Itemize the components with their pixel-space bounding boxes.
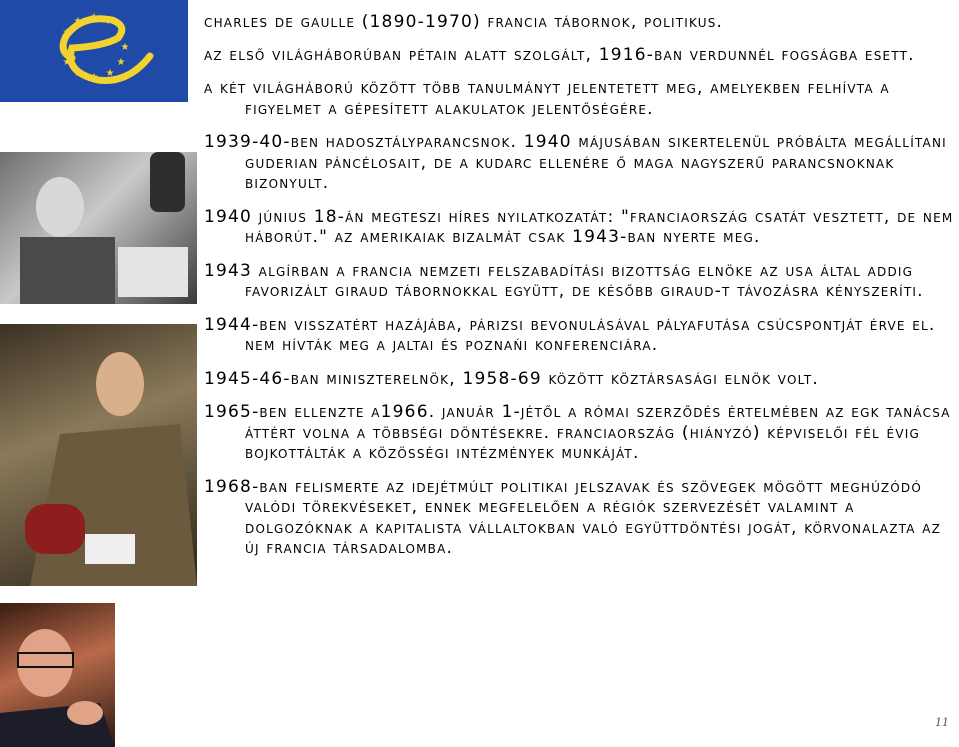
council-of-europe-emblem-icon — [0, 0, 188, 102]
svg-text:★: ★ — [116, 27, 126, 38]
paragraph-1968: 1968-ban felismerte az idejétmúlt politikai jelszavak és szövegek mögött meghúzódó valódi törekvéseket, ennek megfelelően a régiók szervezését valamint a dolgozóknak a kapitalista vállaltokban való együttdöntési jogát, körvonalazta az új francia társadalomba. — [204, 476, 942, 558]
photo-speaker — [0, 603, 115, 747]
svg-text:★: ★ — [58, 42, 68, 53]
svg-text:★: ★ — [62, 27, 72, 38]
text-content — [204, 12, 959, 572]
svg-text:★: ★ — [116, 57, 126, 68]
svg-text:★: ★ — [73, 68, 83, 79]
paragraph-1965: 1965-ben ellenzte a1966. január 1-jétől a római szerződés értelmében az egk tanácsa áttért volna a többségi döntésekre. franciaország (hiányzó) képviselői fél évig bojkottálták a közösségi intézmények munkáját. — [204, 402, 951, 463]
photo-de-gaulle-uniform — [0, 324, 197, 586]
paragraph-interwar: a két világháború között több tanulmányt jelentetett meg, amelyekben felhívta a figyelmet a gépesített alakulatok jelentőségére. — [204, 78, 890, 119]
photo-placeholder — [0, 603, 115, 747]
page-number: 11 — [935, 716, 949, 729]
svg-text:★: ★ — [73, 16, 83, 27]
paragraph-wwi: az első világháborúban pétain alatt szolgált, 1916-ban verdunnél fogságba esett. — [204, 44, 915, 65]
council-of-europe-logo — [0, 0, 188, 102]
svg-text:★: ★ — [105, 16, 115, 27]
svg-text:★: ★ — [62, 57, 72, 68]
svg-text:★: ★ — [105, 68, 115, 79]
paragraph-title: charles de gaulle (1890-1970) francia tábornok, politikus. — [204, 12, 724, 32]
photo-de-gaulle-microphone — [0, 152, 197, 304]
paragraph-1939: 1939-40-ben hadosztályparancsnok. 1940 májusában sikertelenül próbálta megállítani guderian páncélosait, de a kudarc ellenére ő maga nagyszerű parancsnoknak bizonyult. — [204, 132, 947, 193]
svg-text:★: ★ — [89, 12, 99, 23]
paragraph-1940: 1940 június 18-án megteszi híres nyilatkozatát: "franciaország csatát vesztett, de nem háborút." az amerikaiak bizalmát csak 1943-ban nyerte meg. — [204, 206, 954, 247]
photo-placeholder — [0, 324, 197, 586]
svg-text:★: ★ — [120, 42, 130, 53]
paragraph-1945: 1945-46-ban miniszterelnök, 1958-69 között köztársasági elnök volt. — [204, 368, 819, 389]
svg-text:★: ★ — [89, 72, 99, 83]
paragraph-1943: 1943 algírban a francia nemzeti felszabadítási bizottság elnöke az usa által addig favorizált giraud tábornokkal együtt, de később giraud-t távozásra kényszeríti. — [204, 260, 924, 301]
paragraph-1944: 1944-ben visszatért hazájába, párizsi bevonulásával pályafutása csúcspontját érve el. nem hívták meg a jaltai és poznańi konferenciára. — [204, 314, 936, 355]
photo-placeholder — [0, 152, 197, 304]
